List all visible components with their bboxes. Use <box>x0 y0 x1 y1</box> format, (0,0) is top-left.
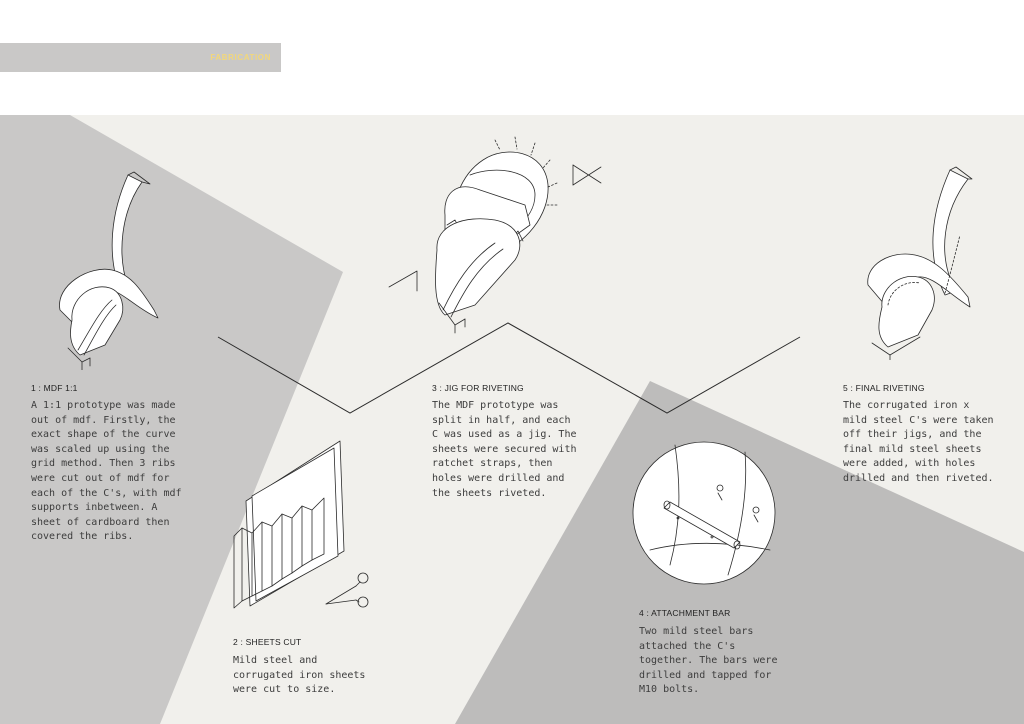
jig-riveting-drawing <box>385 135 610 335</box>
section-header-bar <box>0 43 281 72</box>
step-3-text: The MDF prototype was split in half, and each C was used as a jig. The sheets were secured with ratchet straps, then holes were drilled and the sheets riveted. <box>432 400 577 499</box>
scissors-icon <box>358 573 368 583</box>
step-5-title: 5 : FINAL RIVETING <box>843 383 925 393</box>
step-2-text: Mild steel and corrugated iron sheets were cut to size. <box>233 655 366 696</box>
section-header-label: FABRICATION <box>210 53 271 62</box>
step-1-title: 1 : MDF 1:1 <box>31 383 78 393</box>
attachment-bar-drawing <box>630 440 780 590</box>
step-5-text: The corrugated iron x mild steel C's were taken off their jigs, and the final mild steel sheets were added, with holes drilled and then riveted. <box>843 400 994 484</box>
sheets-cut-drawing <box>228 436 378 611</box>
final-riveting-drawing <box>860 165 980 360</box>
step-4-text: Two mild steel bars attached the C's together. The bars were drilled and tapped for M10 bolts. <box>639 626 778 696</box>
step-4-title: 4 : ATTACHMENT BAR <box>639 608 731 618</box>
step-1-text: A 1:1 prototype was made out of mdf. Firstly, the exact shape of the curve was scaled up using the grid method. Then 3 ribs were cut out of mdf for each of the C's, with mdf supports inbetween. A sheet of cardboard then covered the ribs. <box>31 400 182 543</box>
mdf-prototype-drawing <box>50 170 165 370</box>
step-2-title: 2 : SHEETS CUT <box>233 637 302 647</box>
step-3-title: 3 : JIG FOR RIVETING <box>432 383 524 393</box>
